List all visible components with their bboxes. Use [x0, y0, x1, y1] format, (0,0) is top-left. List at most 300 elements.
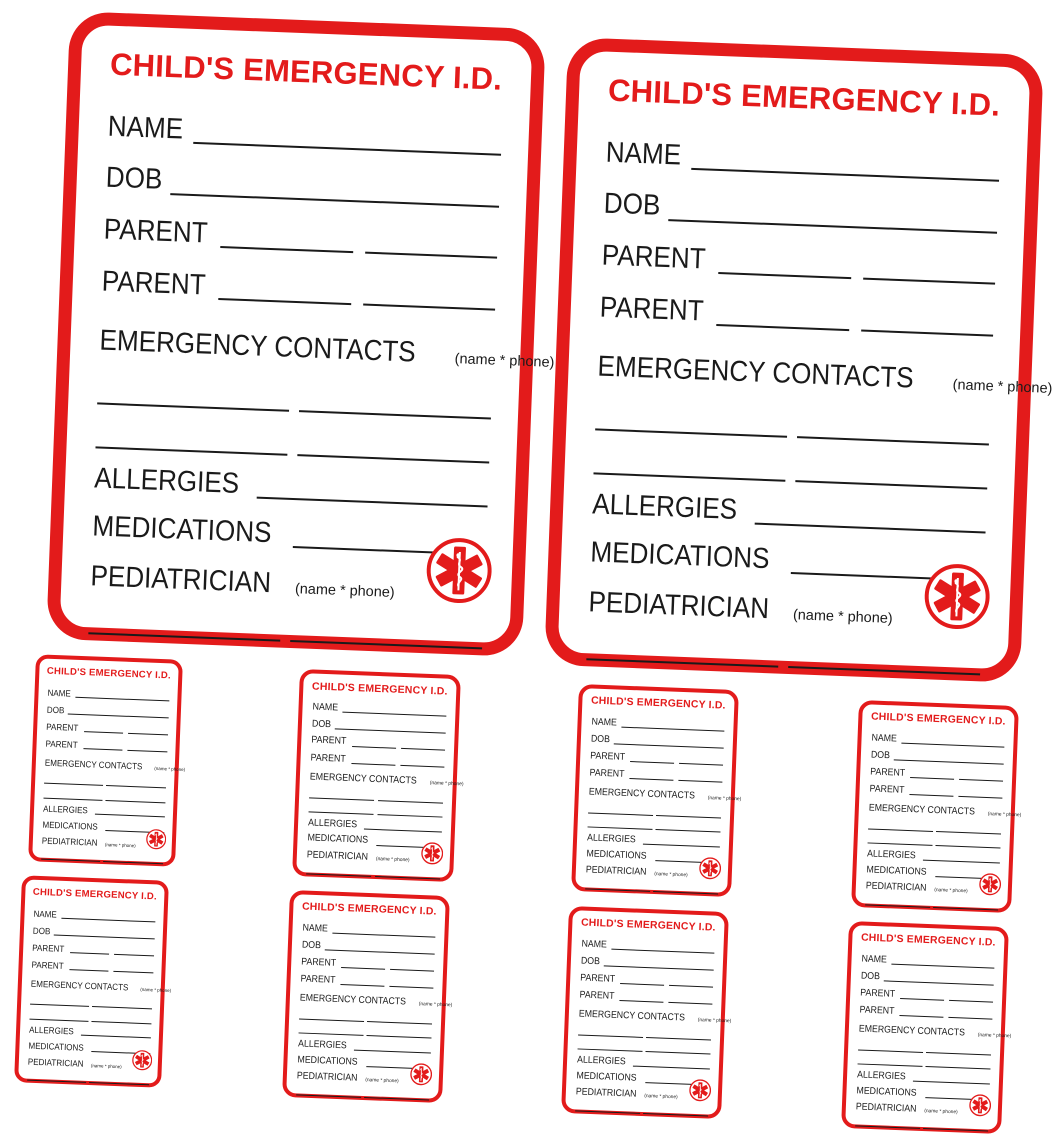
contact-phone-line [367, 1035, 432, 1038]
dob-row [603, 188, 998, 236]
emergency-contact-line-row [43, 789, 165, 804]
parent-row [860, 987, 994, 1003]
contact-name-line [308, 812, 373, 816]
allergies-row [857, 1069, 991, 1085]
contact-phone-line [926, 1052, 991, 1055]
pediatrician-line-row [88, 604, 483, 652]
dob-label: DOB [105, 161, 163, 197]
parent-name-line [630, 778, 674, 781]
pediatrician-note: (name * phone) [792, 607, 893, 628]
contact-name-line [30, 1004, 89, 1007]
pediatrician-name-line [585, 888, 650, 891]
emergency-contacts-label: EMERGENCY CONTACTS [98, 324, 417, 369]
parent-label: PARENT [859, 1004, 895, 1017]
name-label: NAME [47, 687, 71, 699]
pediatrician-line-row [575, 1101, 709, 1117]
pediatrician-label: PEDIATRICIAN [575, 1086, 637, 1100]
name-label: NAME [302, 922, 328, 935]
name-row [312, 701, 446, 717]
allergies-label: ALLERGIES [586, 832, 636, 845]
dob-row [860, 970, 994, 986]
pediatrician-name-line [586, 659, 778, 668]
emergency-contacts-row [588, 786, 742, 803]
parent-name-line [83, 749, 123, 752]
star-of-life-icon [979, 873, 1002, 896]
emergency-id-card [544, 37, 1053, 683]
parent-phone-line [365, 251, 497, 258]
name-label: NAME [107, 110, 184, 146]
allergies-row [29, 1025, 151, 1040]
emergency-id-card [14, 875, 172, 1087]
pediatrician-name-line [306, 873, 371, 877]
dob-line [325, 949, 435, 954]
parent-row [859, 1004, 993, 1020]
allergies-line [257, 497, 488, 508]
parent-row [590, 750, 724, 766]
parent-phone-line [390, 969, 434, 972]
parent-label: PARENT [601, 239, 707, 276]
pediatrician-note: (name * phone) [644, 1093, 678, 1101]
emergency-contacts-label: EMERGENCY CONTACTS [299, 992, 406, 1008]
parent-row [103, 213, 498, 261]
emergency-contacts-note: (name * phone) [418, 1001, 453, 1009]
name-row [871, 732, 1005, 748]
emergency-contact-line-row [299, 1009, 433, 1025]
emergency-contacts-note: (name * phone) [697, 1017, 732, 1025]
allergies-label: ALLERGIES [307, 816, 358, 830]
emergency-id-card [46, 11, 555, 657]
contact-name-line [309, 797, 374, 801]
name-row [605, 137, 1000, 185]
emergency-contact-line-row [577, 1040, 711, 1056]
name-row [591, 716, 725, 732]
emergency-id-card [851, 700, 1022, 913]
pediatrician-note: (name * phone) [104, 842, 136, 849]
parent-label: PARENT [310, 734, 347, 748]
dob-row [590, 733, 724, 749]
parent-label: PARENT [300, 956, 337, 969]
name-line [891, 964, 994, 969]
name-row [47, 688, 169, 703]
name-label: NAME [33, 908, 57, 920]
parent-phone-line [669, 985, 713, 988]
card-title: CHILD'S EMERGENCY I.D. [311, 680, 448, 698]
emergency-id-card [292, 669, 464, 882]
emergency-contact-line-row [857, 1055, 991, 1071]
contact-phone-line [92, 1006, 151, 1009]
parent-name-line [901, 998, 945, 1001]
contact-phone-line [298, 454, 490, 463]
contact-phone-line [367, 1021, 432, 1024]
pediatrician-line-row [586, 630, 981, 678]
contact-phone-line [797, 436, 989, 445]
contact-phone-line [936, 845, 1001, 848]
parent-row [46, 722, 168, 737]
parent-row [589, 767, 723, 783]
name-label: NAME [312, 701, 339, 714]
emergency-contact-line-row [95, 418, 490, 466]
name-line [343, 712, 447, 717]
contact-phone-line [377, 814, 442, 818]
contact-name-line [857, 1064, 922, 1067]
emergency-contacts-note: (name * phone) [140, 987, 172, 994]
pediatrician-label: PEDIATRICIAN [27, 1056, 84, 1070]
parent-row [300, 973, 434, 989]
contact-phone-line [646, 1051, 711, 1054]
parent-row [870, 766, 1004, 782]
parent-name-line [84, 731, 124, 734]
parent-phone-line [128, 733, 168, 736]
name-label: NAME [861, 953, 887, 966]
contact-name-line [44, 783, 103, 786]
parent-name-line [70, 952, 110, 955]
contact-name-line [43, 797, 102, 800]
pediatrician-label: PEDIATRICIAN [41, 835, 98, 849]
pediatrician-note: (name * phone) [365, 1077, 399, 1085]
parent-phone-line [363, 304, 495, 311]
allergies-label: ALLERGIES [93, 462, 240, 500]
parent-name-line [69, 970, 109, 973]
contact-phone-line [926, 1066, 991, 1069]
parent-row [31, 960, 153, 975]
dob-label: DOB [603, 187, 661, 223]
emergency-contacts-label: EMERGENCY CONTACTS [30, 979, 129, 993]
dob-label: DOB [46, 704, 65, 716]
pediatrician-label: PEDIATRICIAN [585, 864, 647, 878]
parent-label: PARENT [599, 291, 705, 328]
parent-row [310, 752, 444, 768]
pediatrician-line-row [865, 895, 999, 911]
allergies-line [354, 1049, 431, 1053]
pediatrician-name-line [575, 1110, 640, 1113]
parent-row [869, 783, 1003, 799]
emergency-contact-line-row [97, 374, 492, 422]
parent-label: PARENT [869, 766, 906, 779]
parent-label: PARENT [103, 213, 209, 250]
pediatrician-note: (name * phone) [654, 871, 688, 879]
emergency-id-card [28, 654, 186, 866]
contact-phone-line [378, 800, 443, 804]
parent-name-line [631, 761, 675, 764]
emergency-contacts-note: (name * phone) [707, 795, 742, 803]
allergies-row [592, 488, 987, 536]
emergency-contacts-label: EMERGENCY CONTACTS [588, 786, 695, 802]
dob-row [105, 162, 500, 210]
dob-line [614, 743, 724, 748]
dob-label: DOB [870, 749, 890, 761]
pediatrician-phone-line [104, 861, 163, 864]
allergies-label: ALLERGIES [591, 488, 738, 526]
emergency-contacts-label: EMERGENCY CONTACTS [596, 350, 915, 395]
pediatrician-name-line [27, 1080, 86, 1083]
allergies-row [587, 832, 721, 848]
pediatrician-phone-line [90, 1082, 149, 1085]
pediatrician-phone-line [364, 1097, 429, 1100]
emergency-contacts-label: EMERGENCY CONTACTS [858, 1023, 965, 1039]
dob-row [47, 705, 169, 720]
card-title: CHILD'S EMERGENCY I.D. [32, 886, 158, 903]
parent-phone-line [959, 796, 1003, 799]
star-of-life-icon [689, 1079, 712, 1102]
allergies-row [43, 804, 165, 819]
contact-name-line [868, 828, 933, 831]
emergency-contact-line-row [587, 818, 721, 834]
card-title: CHILD'S EMERGENCY I.D. [860, 932, 996, 949]
parent-name-line [911, 777, 955, 780]
name-line [691, 168, 999, 182]
pediatrician-phone-line [290, 640, 482, 649]
star-of-life-icon [131, 1050, 152, 1071]
emergency-contacts-label: EMERGENCY CONTACTS [309, 771, 417, 787]
parent-name-line [342, 967, 386, 970]
contact-phone-line [299, 410, 491, 419]
contact-phone-line [936, 831, 1001, 834]
dob-line [170, 193, 499, 208]
parent-phone-line [679, 780, 723, 783]
dob-label: DOB [860, 970, 880, 982]
parent-label: PARENT [869, 783, 905, 796]
card-title: CHILD'S EMERGENCY I.D. [109, 46, 503, 97]
emergency-contact-line-row [309, 788, 443, 804]
allergies-line [913, 1080, 990, 1084]
emergency-contact-line-row [298, 1024, 432, 1040]
parent-row [580, 972, 714, 988]
emergency-id-card [561, 906, 732, 1119]
pediatrician-name-line [296, 1094, 361, 1097]
pediatrician-name-line [865, 904, 930, 907]
name-label: NAME [605, 136, 682, 172]
pediatrician-phone-line [653, 891, 718, 894]
parent-phone-line [128, 750, 168, 753]
parent-name-line [910, 794, 954, 797]
star-of-life-icon [410, 1063, 433, 1086]
dob-line [68, 714, 168, 719]
allergies-line [643, 843, 720, 847]
pediatrician-line-row [585, 879, 719, 895]
pediatrician-note: (name * phone) [375, 856, 410, 864]
parent-label: PARENT [46, 721, 79, 733]
parent-name-line [900, 1015, 944, 1018]
pediatrician-phone-line [788, 666, 980, 675]
name-label: NAME [871, 732, 897, 745]
emergency-id-card [571, 684, 742, 897]
parent-row [579, 989, 713, 1005]
name-row [33, 909, 155, 924]
dob-line [54, 935, 154, 940]
dob-row [580, 955, 714, 971]
emergency-contact-line-row [30, 996, 152, 1011]
parent-phone-line [861, 330, 993, 337]
pediatrician-note: (name * phone) [294, 581, 395, 602]
allergies-row [308, 817, 442, 833]
dob-line [335, 728, 446, 733]
allergies-row [94, 462, 489, 510]
contact-name-line [299, 1018, 364, 1021]
parent-row [101, 266, 496, 314]
star-of-life-icon [699, 857, 722, 880]
emergency-contacts-row [30, 979, 172, 994]
dob-row [301, 939, 435, 955]
dob-label: DOB [301, 939, 321, 951]
pediatrician-line-row [855, 1116, 989, 1132]
parent-name-line [351, 763, 395, 766]
emergency-contacts-row [309, 771, 464, 788]
medications-label: MEDICATIONS [42, 819, 98, 832]
parent-name-line [620, 1000, 664, 1003]
card-title: CHILD'S EMERGENCY I.D. [870, 711, 1006, 728]
dob-label: DOB [590, 733, 610, 745]
allergies-row [298, 1038, 432, 1054]
emergency-contacts-row [299, 992, 453, 1009]
name-label: NAME [581, 938, 607, 951]
dob-row [312, 718, 446, 734]
parent-name-line [221, 246, 353, 253]
contact-name-line [95, 446, 287, 455]
medications-label: MEDICATIONS [589, 536, 771, 576]
emergency-contacts-row [596, 350, 1053, 398]
emergency-contacts-note: (name * phone) [154, 766, 186, 773]
dob-line [894, 759, 1004, 764]
medications-label: MEDICATIONS [91, 510, 273, 550]
dob-row [870, 749, 1004, 765]
name-label: NAME [591, 716, 617, 729]
allergies-label: ALLERGIES [866, 848, 916, 861]
pediatrician-name-line [41, 859, 100, 862]
pediatrician-phone-line [923, 1128, 988, 1131]
parent-label: PARENT [859, 987, 896, 1000]
emergency-contact-line-row [867, 834, 1001, 850]
emergency-contact-line-row [588, 803, 722, 819]
parent-phone-line [679, 763, 723, 766]
parent-label: PARENT [300, 973, 336, 986]
allergies-line [923, 859, 1000, 863]
parent-label: PARENT [31, 959, 64, 971]
contact-name-line [587, 827, 652, 830]
contact-name-line [858, 1049, 923, 1052]
parent-name-line [219, 298, 351, 305]
pediatrician-line-row [27, 1071, 149, 1086]
name-line [332, 933, 435, 938]
contact-name-line [97, 402, 289, 411]
parent-name-line [341, 984, 385, 987]
emergency-contacts-label: EMERGENCY CONTACTS [868, 802, 975, 818]
contact-phone-line [796, 480, 988, 489]
pediatrician-note: (name * phone) [90, 1063, 122, 1070]
parent-phone-line [390, 986, 434, 989]
name-line [901, 743, 1004, 748]
parent-name-line [717, 324, 849, 331]
pediatrician-phone-line [643, 1113, 708, 1116]
contact-name-line [577, 1049, 642, 1052]
emergency-contacts-note: (name * phone) [977, 1032, 1012, 1040]
medications-label: MEDICATIONS [586, 847, 647, 862]
parent-name-line [352, 746, 396, 749]
allergies-label: ALLERGIES [42, 803, 88, 816]
dob-label: DOB [311, 718, 332, 730]
pediatrician-name-line [88, 633, 280, 642]
emergency-contact-line-row [29, 1010, 151, 1025]
emergency-contacts-note: (name * phone) [952, 376, 1053, 397]
allergies-label: ALLERGIES [856, 1069, 906, 1082]
parent-name-line [719, 272, 851, 279]
medications-label: MEDICATIONS [856, 1084, 917, 1099]
parent-row [601, 239, 996, 287]
card-title: CHILD'S EMERGENCY I.D. [590, 695, 726, 712]
allergies-label: ALLERGIES [576, 1054, 626, 1067]
emergency-contacts-row [98, 324, 555, 372]
contact-phone-line [646, 1037, 711, 1040]
emergency-contacts-row [868, 802, 1022, 819]
emergency-contact-line-row [858, 1040, 992, 1056]
emergency-contacts-row [858, 1023, 1012, 1040]
star-of-life-icon [923, 562, 992, 631]
emergency-contacts-note: (name * phone) [429, 780, 464, 788]
emergency-contacts-row [44, 758, 186, 773]
allergies-line [95, 814, 165, 818]
emergency-id-card [282, 890, 453, 1103]
pediatrician-phone-line [375, 876, 440, 880]
parent-phone-line [669, 1002, 713, 1005]
card-title: CHILD'S EMERGENCY I.D. [607, 72, 1001, 123]
pediatrician-line-row [296, 1085, 430, 1101]
emergency-contact-line-row [593, 444, 988, 492]
dob-row [33, 926, 155, 941]
parent-phone-line [114, 954, 154, 957]
allergies-label: ALLERGIES [297, 1038, 347, 1051]
pediatrician-label: PEDIATRICIAN [296, 1070, 358, 1084]
emergency-contacts-row [578, 1008, 732, 1025]
pediatrician-label: PEDIATRICIAN [865, 880, 927, 894]
parent-label: PARENT [45, 738, 78, 750]
parent-row [45, 739, 167, 754]
medications-label: MEDICATIONS [307, 832, 369, 847]
parent-row [599, 292, 994, 340]
parent-phone-line [949, 1017, 993, 1020]
medications-label: MEDICATIONS [576, 1069, 637, 1084]
parent-phone-line [949, 1000, 993, 1003]
pediatrician-phone-line [933, 907, 998, 910]
star-of-life-icon [969, 1094, 992, 1117]
star-of-life-icon [145, 829, 166, 850]
contact-phone-line [656, 815, 721, 818]
contact-name-line [29, 1018, 88, 1021]
parent-row [311, 735, 445, 751]
medications-label: MEDICATIONS [297, 1053, 358, 1068]
name-line [75, 697, 169, 702]
card-title: CHILD'S EMERGENCY I.D. [46, 665, 172, 682]
emergency-contact-line-row [868, 819, 1002, 835]
pediatrician-label: PEDIATRICIAN [306, 849, 368, 863]
emergency-contacts-note: (name * phone) [987, 811, 1022, 819]
dob-label: DOB [580, 955, 600, 967]
parent-label: PARENT [579, 989, 615, 1002]
emergency-contact-line-row [308, 802, 442, 818]
parent-phone-line [400, 765, 444, 768]
parent-phone-line [959, 779, 1003, 782]
emergency-id-card [841, 921, 1012, 1134]
allergies-row [577, 1054, 711, 1070]
contact-phone-line [106, 800, 165, 803]
medications-label: MEDICATIONS [28, 1040, 84, 1053]
contact-name-line [593, 472, 785, 481]
card-title: CHILD'S EMERGENCY I.D. [580, 917, 716, 934]
pediatrician-note: (name * phone) [924, 1108, 958, 1116]
parent-label: PARENT [32, 942, 65, 954]
allergies-line [364, 828, 442, 832]
parent-label: PARENT [589, 750, 626, 763]
pediatrician-label: PEDIATRICIAN [587, 586, 770, 626]
star-of-life-icon [425, 536, 494, 605]
